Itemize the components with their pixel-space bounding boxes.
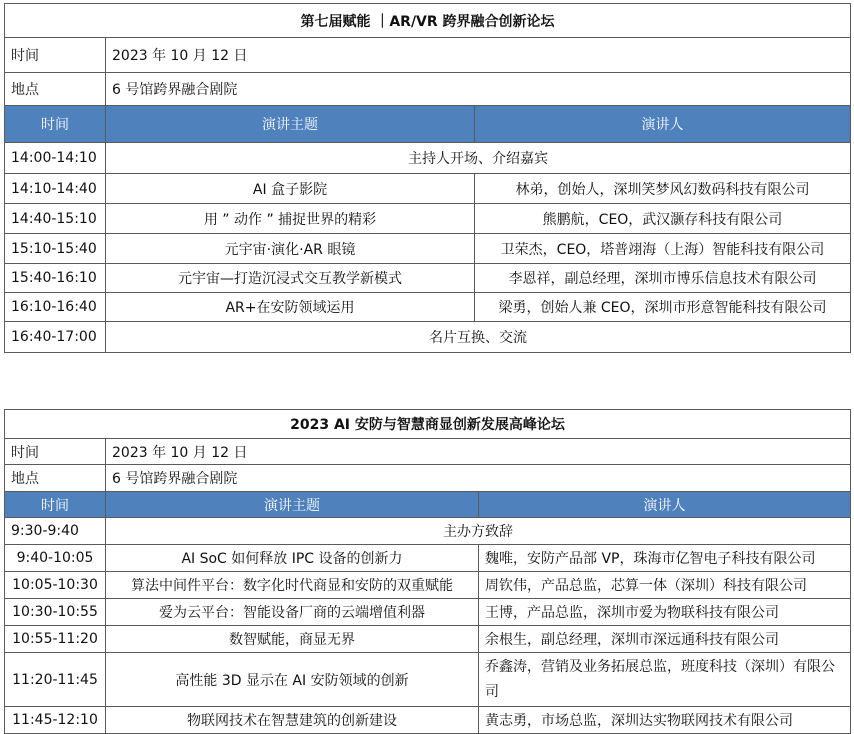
forum1-header-speaker: 演讲人 xyxy=(475,106,851,143)
table-row xyxy=(5,707,851,734)
forum1-time-value: 2023 年 10 月 12 日 xyxy=(106,38,851,73)
session-time: 9:30-9:40 xyxy=(5,518,106,545)
session-speaker: 林弟，创始人，深圳笑梦风幻数码科技有限公司 xyxy=(475,174,851,204)
forum2-title: 2023 AI 安防与智慧商显创新发展高峰论坛 xyxy=(5,410,851,439)
forum2-header-row xyxy=(5,492,851,518)
forum2-place-label: 地点 xyxy=(5,465,106,492)
forum2-header-time: 时间 xyxy=(5,492,106,518)
session-merged: 主办方致辞 xyxy=(106,518,851,545)
forum2-place-value: 6 号馆跨界融合剧院 xyxy=(106,465,851,492)
session-time: 10:05-10:30 xyxy=(5,572,106,599)
session-time: 10:30-10:55 xyxy=(5,599,106,626)
forum2-table xyxy=(4,409,851,734)
session-speaker: 李恩祥，副总经理，深圳市博乐信息技术有限公司 xyxy=(475,264,851,293)
session-speaker: 王博，产品总监，深圳市爱为物联科技有限公司 xyxy=(479,599,851,626)
forum1-place-value: 6 号馆跨界融合剧院 xyxy=(106,73,851,106)
forum2-time-value: 2023 年 10 月 12 日 xyxy=(106,439,851,465)
session-speaker: 熊鹏航，CEO，武汉灏存科技有限公司 xyxy=(475,204,851,234)
session-topic: AI SoC 如何释放 IPC 设备的创新力 xyxy=(106,545,479,572)
forum1-table xyxy=(4,3,851,353)
forum1-title-row xyxy=(5,4,851,38)
forum1-header-time: 时间 xyxy=(5,106,106,143)
session-time: 11:20-11:45 xyxy=(5,653,106,707)
session-time: 10:55-11:20 xyxy=(5,626,106,653)
session-topic: 物联网技术在智慧建筑的创新建设 xyxy=(106,707,479,734)
table-row xyxy=(5,234,851,264)
session-topic: 高性能 3D 显示在 AI 安防领域的创新 xyxy=(106,653,479,707)
forum1-time-row xyxy=(5,38,851,73)
session-speaker: 梁勇，创始人兼 CEO，深圳市形意智能科技有限公司 xyxy=(475,293,851,322)
session-merged: 主持人开场、介绍嘉宾 xyxy=(106,143,851,174)
table-row xyxy=(5,264,851,293)
table-row xyxy=(5,545,851,572)
session-speaker: 余根生，副总经理，深圳市深远通科技有限公司 xyxy=(479,626,851,653)
session-topic: 元宇宙—打造沉浸式交互教学新模式 xyxy=(106,264,475,293)
table-row xyxy=(5,204,851,234)
session-speaker: 卫荣杰，CEO，塔普翊海（上海）智能科技有限公司 xyxy=(475,234,851,264)
forum1-time-label: 时间 xyxy=(5,38,106,73)
table-row xyxy=(5,653,851,707)
forum1-header-topic: 演讲主题 xyxy=(106,106,475,143)
forum1-place-label: 地点 xyxy=(5,73,106,106)
forum1-place-row xyxy=(5,73,851,106)
session-topic: 数智赋能，商显无界 xyxy=(106,626,479,653)
session-topic: AR+在安防领域运用 xyxy=(106,293,475,322)
session-time: 16:10-16:40 xyxy=(5,293,106,322)
session-time: 11:45-12:10 xyxy=(5,707,106,734)
session-speaker: 黄志勇，市场总监，深圳达实物联网技术有限公司 xyxy=(479,707,851,734)
session-speaker: 魏唯，安防产品部 VP，珠海市亿智电子科技有限公司 xyxy=(479,545,851,572)
session-topic: 算法中间件平台：数字化时代商显和安防的双重赋能 xyxy=(106,572,479,599)
table-row xyxy=(5,572,851,599)
table-row xyxy=(5,293,851,322)
forum2-time-row xyxy=(5,439,851,465)
session-time: 14:00-14:10 xyxy=(5,143,106,174)
session-time: 15:10-15:40 xyxy=(5,234,106,264)
table-row xyxy=(5,599,851,626)
forum2-header-speaker: 演讲人 xyxy=(479,492,851,518)
forum2-time-label: 时间 xyxy=(5,439,106,465)
forum2-title-row xyxy=(5,410,851,439)
table-row xyxy=(5,143,851,174)
session-time: 16:40-17:00 xyxy=(5,322,106,353)
forum1-header-row xyxy=(5,106,851,143)
table-row xyxy=(5,174,851,204)
session-speaker: 乔鑫涛，营销及业务拓展总监，班度科技（深圳）有限公司 xyxy=(479,653,851,707)
session-time: 15:40-16:10 xyxy=(5,264,106,293)
session-topic: 爱为云平台：智能设备厂商的云端增值利器 xyxy=(106,599,479,626)
session-time: 14:40-15:10 xyxy=(5,204,106,234)
table-row xyxy=(5,626,851,653)
table-row xyxy=(5,518,851,545)
forum2-header-topic: 演讲主题 xyxy=(106,492,479,518)
session-time: 14:10-14:40 xyxy=(5,174,106,204)
forum1-title: 第七届赋能 ｜AR/VR 跨界融合创新论坛 xyxy=(5,4,851,38)
session-topic: 元宇宙·演化·AR 眼镜 xyxy=(106,234,475,264)
session-time: 9:40-10:05 xyxy=(5,545,106,572)
forum2-place-row xyxy=(5,465,851,492)
session-merged: 名片互换、交流 xyxy=(106,322,851,353)
session-topic: 用 ” 动作 ” 捕捉世界的精彩 xyxy=(106,204,475,234)
session-speaker: 周钦伟，产品总监，芯算一体（深圳）科技有限公司 xyxy=(479,572,851,599)
table-row xyxy=(5,322,851,353)
session-topic: AI 盒子影院 xyxy=(106,174,475,204)
